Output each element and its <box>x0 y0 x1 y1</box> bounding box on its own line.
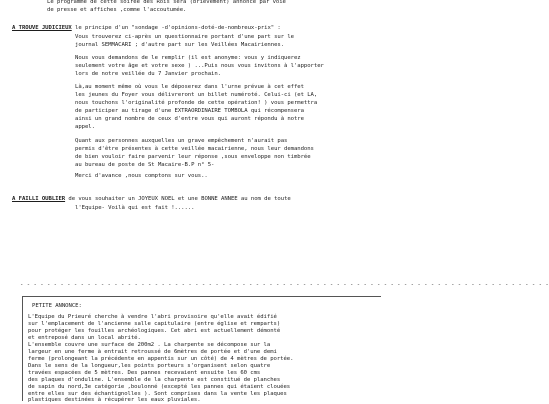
section1-line-10: ainsi un grand nombre de ceux d'entre vous qui auront répondu à notre <box>75 116 304 122</box>
section1-line-2: journal SEMMACARI ; d'autre part sur les Veillées Macairiennes. <box>75 42 285 48</box>
ad-line-5: largeur en une ferme à entrait retroussé de 6mètres de portée et d'une demi <box>28 349 277 355</box>
section1-para2-line-3: au bureau de poste de St Macaire-B.P n° 5- <box>75 162 215 168</box>
section2-row <box>12 196 291 203</box>
section1-line-0: le principe d'un "sondage -d'opinions-doté-de-nombreux-prix" : <box>71 25 281 31</box>
ad-line-10: de sapin du nord,3e catégorie ,boulonné (excepté les pannes qui étaient clouées <box>28 384 291 390</box>
ad-line-2: pour protéger les fouilles archéologiques. Cet abri est actuellement démonté <box>28 328 281 334</box>
section1-line-6: Là,au moment même où vous le déposerez dans l'urne prévue à cet effet <box>75 84 304 90</box>
ad-line-1: sur l'emplacement de l'ancienne salle capitulaire (entre église et remparts) <box>28 321 281 327</box>
ad-line-8: travées espacées de 5 mètres. Des pannes recevaient ensuite les 60 cms <box>28 370 261 376</box>
ad-heading: PETITE ANNONCE: <box>32 303 82 309</box>
ad-line-0: L'Equipe du Prieuré cherche à vendre l'abri provisoire qu'elle avait édifié <box>28 314 277 320</box>
intro-line-2: de presse et affiches ,comme l'accoutumée. <box>47 7 187 13</box>
section1-line-3: Nous vous demandons de le remplir (il est anonyme: vous y indiquerez <box>75 55 301 61</box>
ad-line-11: entre elles sur des échantignolles ). Sont comprises dans la vente les plaques <box>28 391 287 397</box>
dashed-separator: - - - - - - - - - - - - - - - - - - - - - - - - - - - - - - - - - - - - - - - - - - - - - - - - - - - - - - - - - - - - - - - - - - - - - - - - - - - - - - - <box>20 282 549 288</box>
section2-line-2: l'Equipe- Voilà qui est fait !...... <box>75 205 195 211</box>
section1-line-5: lors de notre veillée du 7 Janvier prochain. <box>75 71 221 77</box>
section1-line-7: les jeunes du Foyer vous délivreront un billet numéroté. Celui-ci (et LA, <box>75 92 318 98</box>
section2-line-1: de vous souhaiter un JOYEUX NOEL et une BONNE ANNEE au nom de toute <box>65 196 291 202</box>
section1-heading: A TROUVE JUDICIEUX <box>12 25 72 31</box>
section1-row <box>12 25 281 32</box>
section1-line-9: de participer au tirage d'une EXTRAORDINAIRE TOMBOLA qui récompensera <box>75 108 304 114</box>
ad-line-4: L'ensemble couvre une surface de 200m2 . La charpente se décompose sur la <box>28 342 271 348</box>
ad-line-6: ferme (prolongeant la précédente en appentis sur un côté) de 4 mètres de portée. <box>28 356 294 362</box>
section1-para2-line-0: Quant aux personnes auxquelles un grave empêchement n'aurait pas <box>75 138 288 144</box>
ad-line-9: des plaques d'onduline. L'ensemble de la charpente est constitué de planches <box>28 377 281 383</box>
ad-line-7: Dans le sens de la longueur,les points porteurs s'organisent selon quatre <box>28 363 271 369</box>
section2-heading: A FAILLI OUBLIER <box>12 196 66 202</box>
ad-line-3: et entreposé dans un local abrité. <box>28 335 141 341</box>
section1-thanks: Merci d'avance ,nous comptons sur vous.. <box>75 173 208 179</box>
section1-para2-line-1: permis d'être présentes à cette veillée macairienne, nous leur demandons <box>75 146 314 152</box>
section1-line-1: Vous trouverez ci-après un questionnaire portant d'une part sur le <box>75 34 294 40</box>
section1-line-11: appel. <box>75 124 95 130</box>
ad-line-12: plastiques destinées à récupérer les eaux pluviales. <box>28 397 201 403</box>
section1-para2-line-2: de bien vouloir faire parvenir leur réponse ,sous enveloppe non timbrée <box>75 154 311 160</box>
intro-line-1: Le programme de cette soirée des Rois sera (brièvement) annoncé par voie <box>47 0 286 5</box>
section1-line-8: nous touchons l'originalité profonde de cette opération! ) vous permettra <box>75 100 318 106</box>
section1-line-4: seulement votre âge et votre sexe ) ...Puis nous vous invitons à l'apporter <box>75 63 324 69</box>
